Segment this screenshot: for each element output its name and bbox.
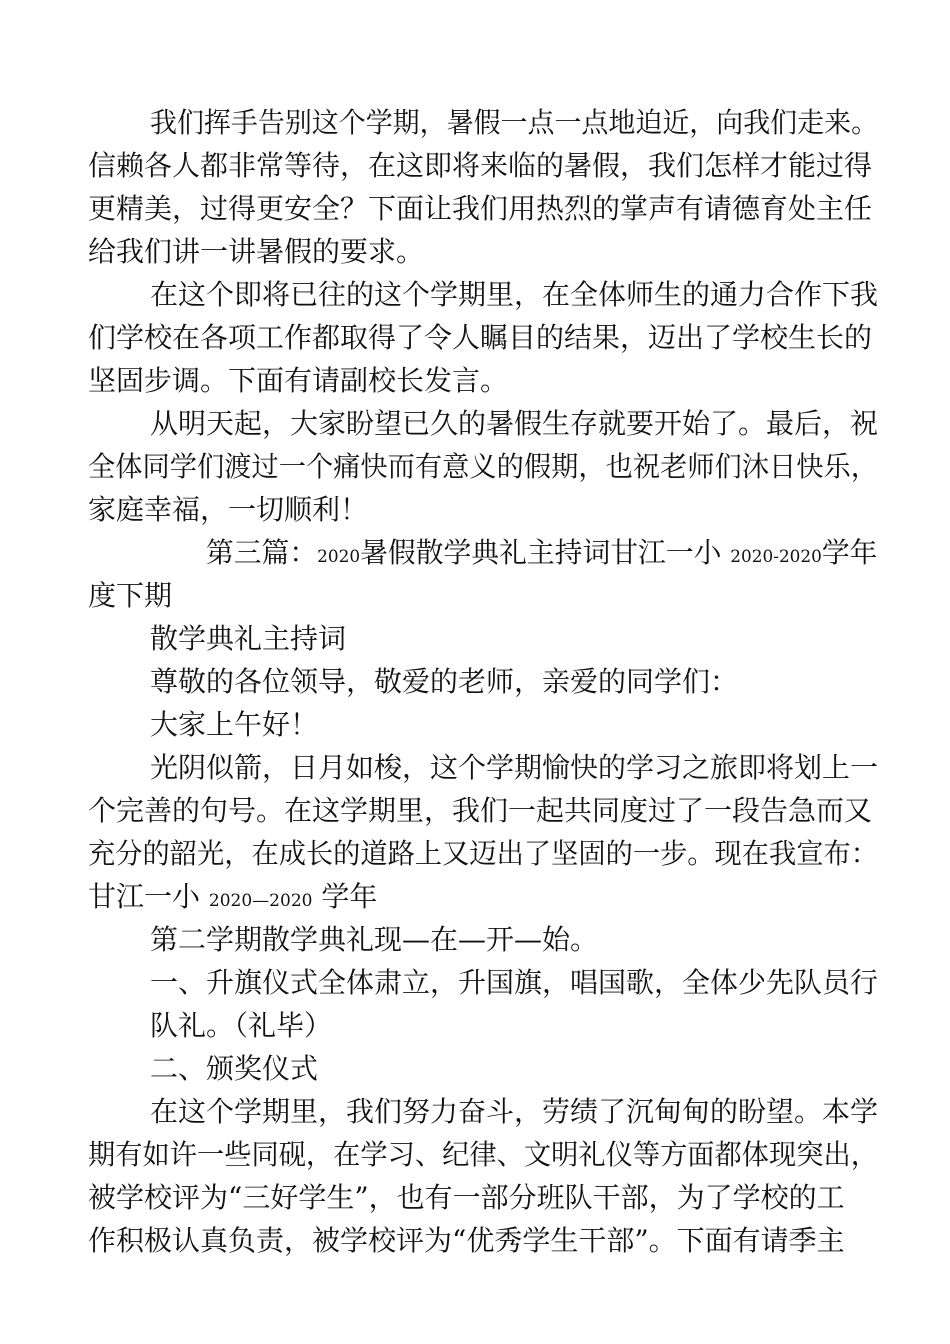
paragraph-line: 们学校在各项工作都取得了令人瞩目的结果，迈出了学校生长的 [88,321,873,354]
paragraph-line: 信赖各人都非常等待，在这即将来临的暑假，我们怎样才能过得 [88,149,873,182]
paragraph-line: 我们挥手告别这个学期，暑假一点一点地迫近，向我们走来。 [150,106,879,139]
paragraph-line: 家庭幸福，一切顺利！ [88,493,369,526]
paragraph-line: 在这个学期里，我们努力奋斗，劳绩了沉甸甸的盼望。本学 [150,1095,879,1128]
paragraph-line: 光阴似箭，日月如梭，这个学期愉快的学习之旅即将划上一 [150,751,879,784]
paragraph-line: 尊敬的各位领导，敬爱的老师，亲爱的同学们： [150,665,739,698]
line-part: 甘江一小 [88,880,201,913]
paragraph-line: 更精美，过得更安全？下面让我们用热烈的掌声有请德育处主任 [88,192,873,225]
paragraph-line: 坚固步调。下面有请副校长发言。 [88,364,509,397]
heading-part: 第三篇： [206,536,318,569]
heading-year: 2020 [317,547,361,567]
paragraph-line: 全体同学们渡过一个痛快而有意义的假期，也祝老师们沐日快乐， [88,450,879,483]
paragraph-line: 第二学期散学典礼现—在—开—始。 [150,923,599,956]
paragraph-line: 散学典礼主持词 [150,622,347,655]
paragraph-line: 充分的韶光，在成长的道路上又迈出了坚固的一步。现在我宣布： [88,837,879,870]
heading-year-range: 2020-2020 [730,547,822,567]
paragraph-line: 从明天起，大家盼望已久的暑假生存就要开始了。最后，祝 [150,407,879,440]
paragraph-line: 二、颁奖仪式 [150,1052,319,1085]
paragraph-line [88,880,377,914]
paragraph-line: 一、升旗仪式全体肃立，升国旗，唱国歌，全体少先队员行 [150,966,879,999]
heading-part: 暑假散学典礼主持词甘江一小 [360,536,722,569]
paragraph-line: 个完善的句号。在这学期里，我们一起共同度过了一段告急而又 [88,794,873,827]
paragraph-line: 给我们讲一讲暑假的要求。 [88,235,425,268]
paragraph-line: 度下期 [88,579,173,612]
paragraph-line: 期有如许一些同砚，在学习、纪律、文明礼仪等方面都体现突出， [88,1138,879,1171]
paragraph-line: 大家上午好！ [150,708,319,741]
paragraph-line: 作积极认真负责，被学校评为“优秀学生干部”。下面有请季主 [88,1224,845,1257]
year-range: 2020—2020 [208,891,313,911]
line-part: 学年 [321,880,378,913]
paragraph-line: 在这个即将已往的这个学期里，在全体师生的通力合作下我 [150,278,879,311]
heading-part: 学年 [821,536,878,569]
paragraph-line: 被学校评为“三好学生”，也有一部分班队干部，为了学校的工 [88,1181,845,1214]
paragraph-line: 队礼。（礼毕） [150,1009,333,1042]
section-heading [206,536,877,570]
